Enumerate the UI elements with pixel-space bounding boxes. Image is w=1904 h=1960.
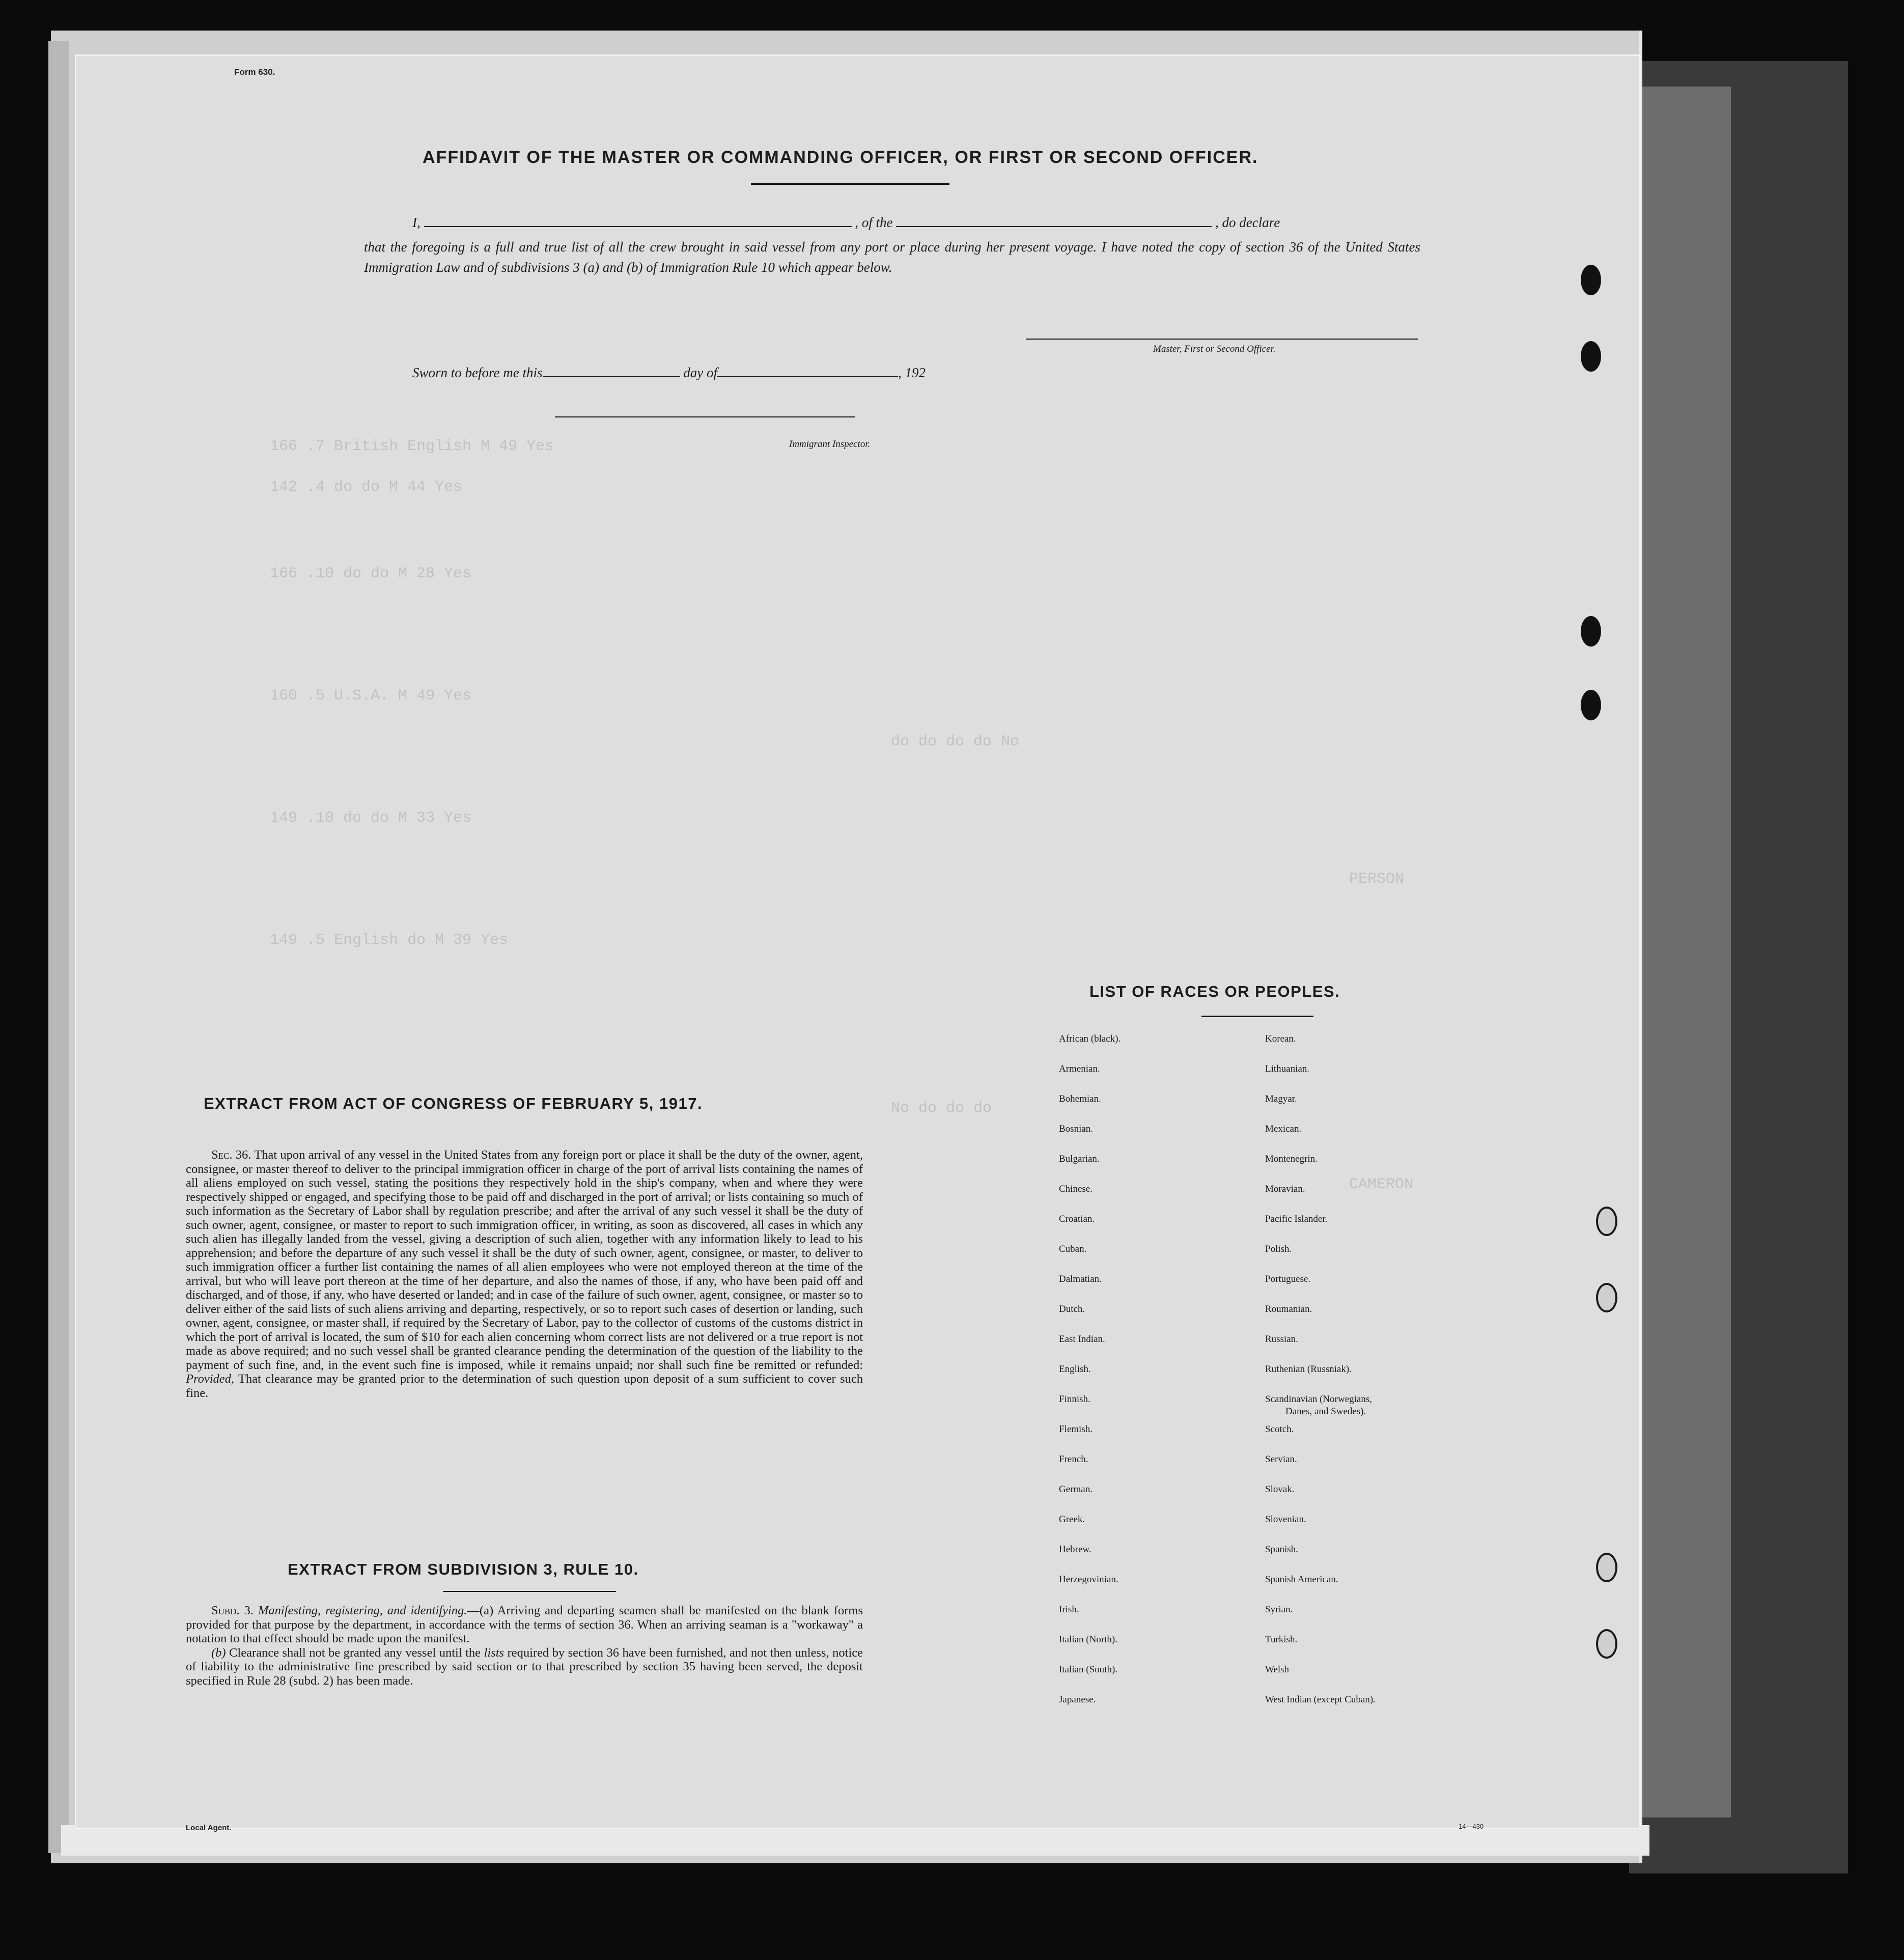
race-item: Pacific Islander. <box>1265 1214 1328 1224</box>
declaration-of-the: , of the <box>855 215 893 230</box>
rule-extract-text <box>186 1604 863 1688</box>
pencil-note-2: 4-0 <box>1746 1585 1823 1649</box>
vessel-name-field[interactable] <box>896 214 1212 227</box>
declaration-line <box>412 214 1420 231</box>
subd-b-text-2: required by section 36 have been furnished, and not then unless, notice of liability to the administrative fine prescribed by said section or to that prescribed by section 35 having been served, the deposit specified in Rule 28 (subd. 2) has been made. <box>186 1645 863 1688</box>
proviso-word: Provided, <box>186 1372 235 1386</box>
affidavit-page <box>76 56 1639 1832</box>
bottom-page-edge <box>61 1825 1649 1856</box>
title-underline <box>751 183 949 185</box>
race-item: African (black). <box>1059 1033 1121 1044</box>
race-item: Russian. <box>1265 1334 1298 1345</box>
race-item: English. <box>1059 1364 1091 1375</box>
page-title: AFFIDAVIT OF THE MASTER OR COMMANDING OFFICER, OR FIRST OR SECOND OFFICER. <box>423 148 1258 167</box>
races-right-column <box>1265 1033 1530 1736</box>
race-item: East Indian. <box>1059 1334 1105 1345</box>
race-item: Welsh <box>1265 1664 1290 1675</box>
punch-hole <box>1581 616 1601 647</box>
declaration-i: I, <box>412 215 421 230</box>
race-item: Japanese. <box>1059 1694 1096 1705</box>
subd-title: Manifesting, registering, and identifying. <box>258 1604 467 1617</box>
rule-extract-heading: EXTRACT FROM SUBDIVISION 3, RULE 10. <box>288 1560 639 1578</box>
race-item: French. <box>1059 1454 1088 1465</box>
races-left-column <box>1059 1033 1252 1736</box>
bleed-through-text: CAMERON <box>1349 1176 1414 1193</box>
sec-label: Sec. 36. <box>211 1148 251 1162</box>
inspector-label: Immigrant Inspector. <box>789 439 871 450</box>
sworn-prefix: Sworn to before me this <box>412 365 543 380</box>
binder-ring-hole <box>1596 1629 1617 1659</box>
race-item: Lithuanian. <box>1265 1063 1310 1074</box>
race-item: Croatian. <box>1059 1214 1095 1224</box>
race-item: Mexican. <box>1265 1124 1302 1134</box>
form-number: Form 630. <box>234 67 275 77</box>
subd-a-label: —(a) <box>467 1604 494 1617</box>
sworn-month-field[interactable] <box>717 364 898 377</box>
subd-b-label: (b) <box>211 1645 226 1660</box>
bleed-through-text: 149 .10 do do M 33 Yes <box>270 809 472 827</box>
race-item: Armenian. <box>1059 1063 1100 1074</box>
bleed-through-text: No do do do <box>891 1100 992 1117</box>
declaration-do-declare: , do declare <box>1215 215 1280 230</box>
rule-heading-underline <box>443 1591 616 1592</box>
bleed-through-text: 160 .5 U.S.A. M 49 Yes <box>270 687 472 705</box>
subd-label: Subd. 3. <box>211 1604 254 1617</box>
race-item: Chinese. <box>1059 1184 1093 1194</box>
race-item: Slovak. <box>1265 1484 1295 1495</box>
sworn-day-field[interactable] <box>543 364 680 377</box>
act-extract-heading: EXTRACT FROM ACT OF CONGRESS OF FEBRUARY 5, 1917. <box>204 1095 703 1112</box>
bleed-through-text: 166 .7 British English M 49 Yes <box>270 438 554 455</box>
race-item: Polish. <box>1265 1244 1292 1254</box>
race-item: Spanish. <box>1265 1544 1298 1555</box>
race-item: Hebrew. <box>1059 1544 1091 1555</box>
race-item: Scandinavian (Norwegians, <box>1265 1394 1372 1405</box>
bleed-through-text: do do do do No <box>891 733 1020 750</box>
race-item: Greek. <box>1059 1514 1085 1525</box>
race-item: Spanish American. <box>1265 1574 1338 1585</box>
pencil-note-3: 11-0 <box>1737 1633 1838 1703</box>
race-item: Danes, and Swedes). <box>1285 1406 1366 1417</box>
bleed-through-text: 142 .4 do do M 44 Yes <box>270 479 463 496</box>
races-heading-underline <box>1201 1016 1313 1017</box>
punch-hole <box>1581 341 1601 372</box>
race-item: Dutch. <box>1059 1304 1085 1314</box>
race-item: Portuguese. <box>1265 1274 1311 1284</box>
race-item: Magyar. <box>1265 1094 1297 1104</box>
race-item: Scotch. <box>1265 1424 1294 1435</box>
race-item: Bohemian. <box>1059 1094 1101 1104</box>
race-item: Finnish. <box>1059 1394 1090 1405</box>
race-item: Korean. <box>1265 1033 1296 1044</box>
officer-name-field[interactable] <box>424 214 852 227</box>
race-item: Roumanian. <box>1265 1304 1312 1314</box>
sworn-day-of: day of <box>683 365 717 380</box>
sec-36-text: That upon arrival of any vessel in the United States from any foreign port or place it shall be the duty of the owner, agent, consignee, or master thereof to deliver to the principal immigration officer in charge of the port of arrival lists containing the names of all aliens employed on such vessel, stating the positions they respectively hold in the ship's company, when and where they were respectively shipped or engaged, and specifying those to be paid off and discharged in the port of arrival; or lists containing so much of such information as the Secretary of Labor shall by regulation prescribe; and after the arrival of any such vessel it shall be the duty of such owner, agent, consignee, or master to report to such immigration officer, in writing, as soon as discovered, all cases in which any such alien has illegally landed from the vessel, giving a description of such alien, together with any information likely to lead to his apprehension; and before the departure of any such vessel it shall be the duty of such owner, agent, consignee, or master, to deliver to such immigration officer a further list containing the names of all alien employees who were not employed thereon at the time of the arrival, but who will leave port thereon at the time of her departure, and also the names of those, if any, who have been paid off and discharged, and of those, if any, who have deserted or landed; and in case of the failure of such owner, agent, consignee, or master so to deliver either of the said lists of such aliens arriving and departing, respectively, or so to report such cases of desertion or landing, such owner, agent, consignee, or master shall, if required by the Secretary of Labor, pay to the collector of customs of the customs district in which the port of arrival is located, the sum of $10 for each alien concerning whom correct lists are not delivered or a true report is not made as above required; and no such vessel shall be granted clearance pending the determination of the question of the liability to the payment of such fine, and, in the event such fine is imposed, while it remains unpaid; nor shall such fine be remitted or refunded: <box>186 1148 863 1372</box>
master-signature-label: Master, First or Second Officer. <box>1153 344 1276 354</box>
sworn-line <box>412 364 926 381</box>
race-item: Flemish. <box>1059 1424 1093 1435</box>
bleed-through-text: PERSON <box>1349 871 1405 888</box>
inspector-signature-line[interactable] <box>555 416 855 417</box>
race-item: Herzegovinian. <box>1059 1574 1118 1585</box>
race-item: Dalmatian. <box>1059 1274 1102 1284</box>
race-item: West Indian (except Cuban). <box>1265 1694 1376 1705</box>
race-item: Turkish. <box>1265 1634 1298 1645</box>
bleed-through-text: 166 .10 do do M 28 Yes <box>270 565 472 582</box>
subd-a-text: Arriving and departing seamen shall be manifested on the blank forms provided for that purpose by the department, in accordance with the terms of section 36. When an arriving seaman is a "workaway" a notation to that effect should be made upon the manifest. <box>186 1604 863 1645</box>
subd-b-text-1: Clearance shall not be granted any vessel until the <box>229 1645 481 1660</box>
punch-hole <box>1581 265 1601 295</box>
declaration-body: that the foregoing is a full and true list of all the crew brought in said vessel from any port or place during her present voyage. I have noted the copy of section 36 of the United States Immigration Law and of subdivisions 3 (a) and (b) of Immigration Rule 10 which appear below. <box>364 239 1420 275</box>
race-item: Italian (South). <box>1059 1664 1118 1675</box>
local-agent-label: Local Agent. <box>186 1824 232 1832</box>
act-extract-text <box>186 1148 863 1400</box>
race-item: Montenegrin. <box>1265 1154 1318 1164</box>
race-item: Syrian. <box>1265 1604 1293 1615</box>
race-item: Servian. <box>1265 1454 1297 1465</box>
master-signature-line[interactable] <box>1026 339 1418 340</box>
race-item: Slovenian. <box>1265 1514 1306 1525</box>
subd-b-lists: lists <box>484 1645 505 1660</box>
proviso-text: That clearance may be granted prior to the determination of such question upon deposit of a sum sufficient to cover such fine. <box>186 1372 863 1400</box>
race-item: Italian (North). <box>1059 1634 1118 1645</box>
bleed-through-text: 149 .5 English do M 39 Yes <box>270 932 509 949</box>
binder-ring-hole <box>1596 1207 1617 1236</box>
race-item: Irish. <box>1059 1604 1079 1615</box>
race-item: Ruthenian (Russniak). <box>1265 1364 1352 1375</box>
race-item: Bulgarian. <box>1059 1154 1100 1164</box>
race-item: Bosnian. <box>1059 1124 1094 1134</box>
races-heading: LIST OF RACES OR PEOPLES. <box>1089 983 1340 1000</box>
binder-ring-hole <box>1596 1553 1617 1582</box>
binder-ring-hole <box>1596 1283 1617 1312</box>
print-code: 14—430 <box>1459 1823 1484 1830</box>
underlying-page-edge <box>48 41 69 1853</box>
race-item: Cuban. <box>1059 1244 1087 1254</box>
pencil-note-1: 7-0 <box>1756 1539 1833 1603</box>
sworn-year: , 192 <box>898 365 926 380</box>
punch-hole <box>1581 690 1601 720</box>
race-item: German. <box>1059 1484 1093 1495</box>
race-item: Moravian. <box>1265 1184 1305 1194</box>
